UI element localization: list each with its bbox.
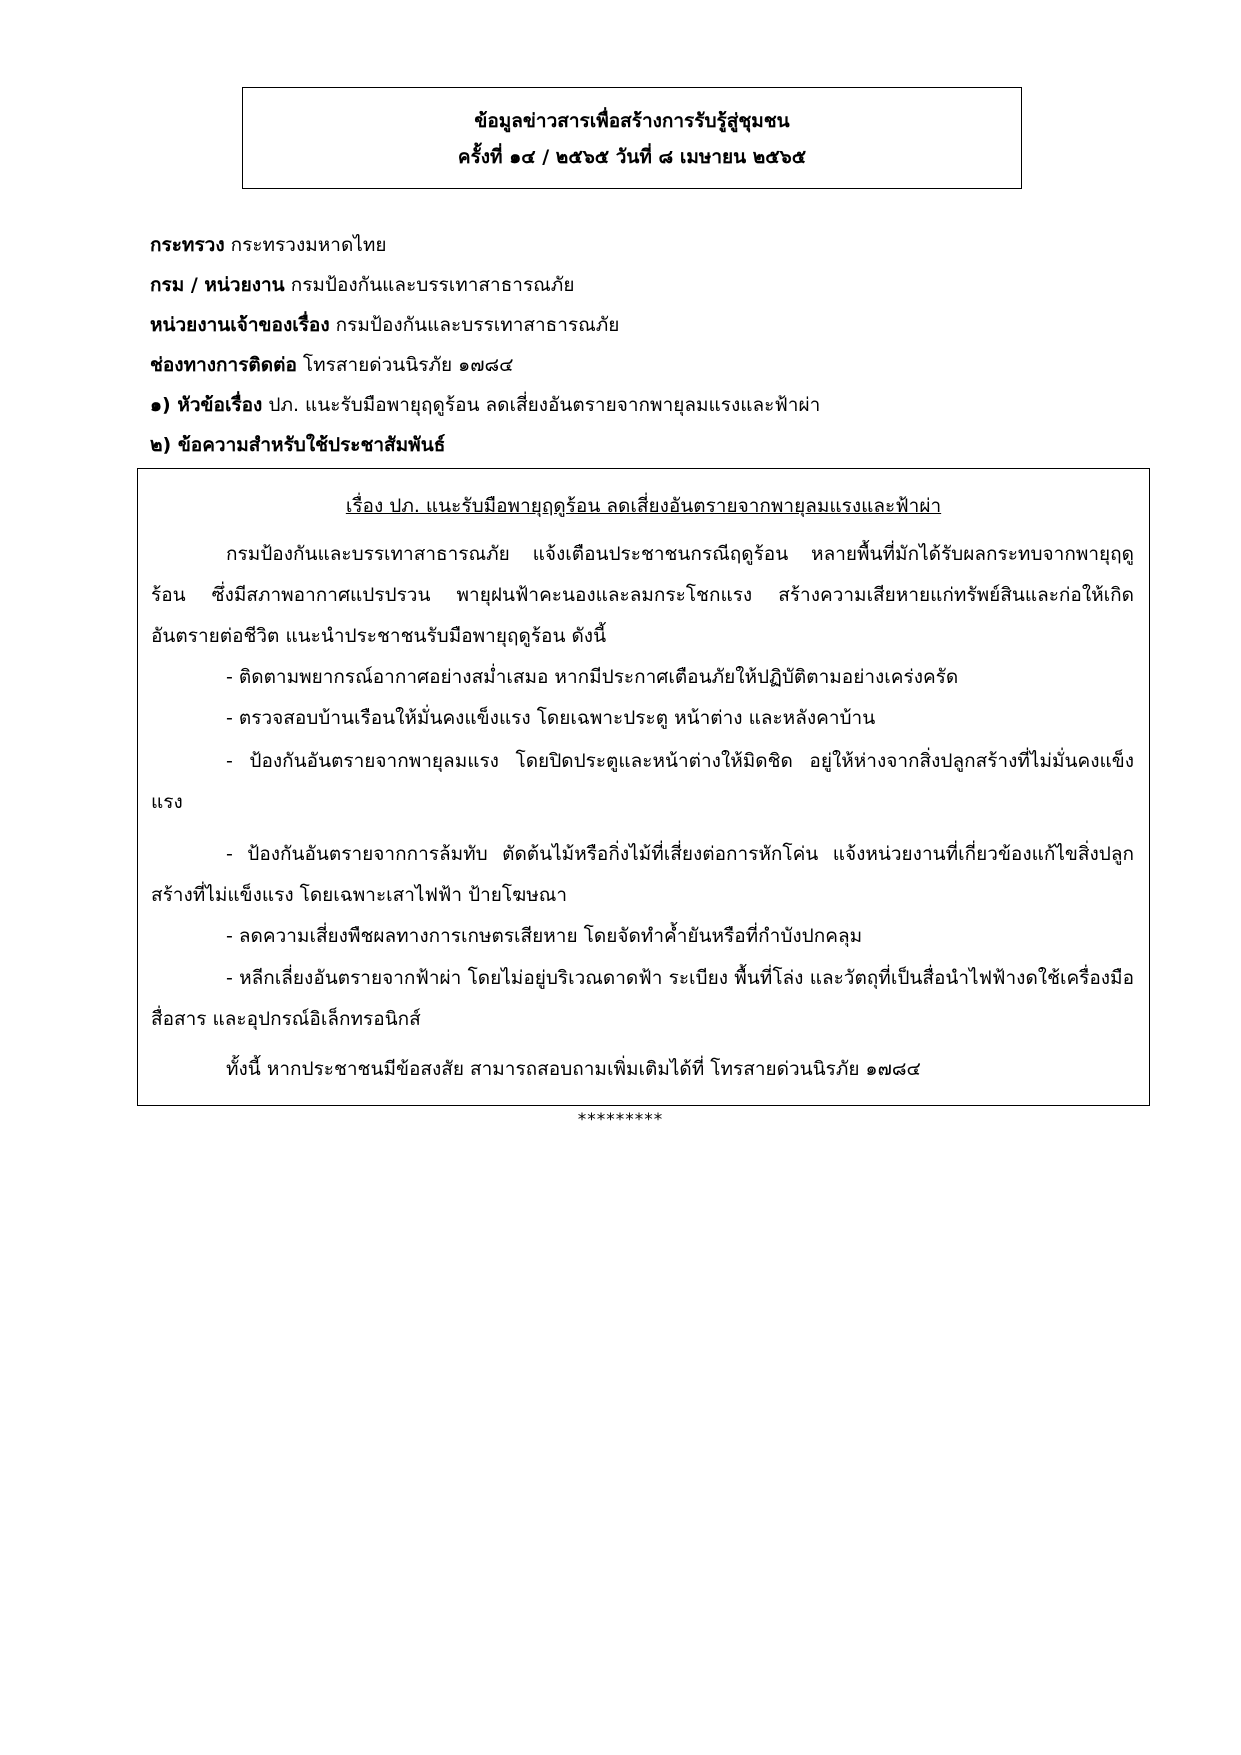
contact-label: ช่องทางการติดต่อ (150, 354, 297, 376)
department-value: กรมป้องกันและบรรเทาสาธารณภัย (290, 274, 575, 296)
press-release-title: เรื่อง ปภ. แนะรับมือพายุฤดูร้อน ลดเสี่ยงอันตรายจากพายุลมแรงและฟ้าผ่า (345, 495, 942, 517)
document-metadata (150, 225, 1110, 465)
end-separator: ********* (577, 1110, 664, 1130)
press-release-box (137, 468, 1150, 1106)
ministry-value: กระทรวงมหาดไทย (230, 234, 387, 256)
department-label: กรม / หน่วยงาน (150, 274, 285, 296)
advice-item-6: - หลีกเลี่ยงอันตรายจากฟ้าผ่า โดยไม่อยู่บริเวณดาดฟ้า ระเบียง พื้นที่โล่ง และวัตถุที่เป็นสื่อนำไฟฟ้างดใช้เครื่องมือสื่อสาร และอุปกรณ์อิเล็กทรอนิกส์ (151, 967, 1134, 1030)
ministry-line (150, 225, 1110, 265)
owner-label: หน่วยงานเจ้าของเรื่อง (150, 314, 330, 336)
contact-line (150, 345, 1110, 385)
advice-item-1: - ติดตามพยากรณ์อากาศอย่างสม่ำเสมอ หากมีประกาศเตือนภัยให้ปฏิบัติตามอย่างเคร่งครัด (226, 666, 959, 688)
topic-value: ปภ. แนะรับมือพายุฤดูร้อน ลดเสี่ยงอันตรายจากพายุลมแรงและฟ้าผ่า (268, 394, 821, 416)
contact-value: โทรสายด่วนนิรภัย ๑๗๘๔ (302, 354, 514, 376)
header-issue-date: ครั้งที่ ๑๔ / ๒๕๖๕ วันที่ ๘ เมษายน ๒๕๖๕ (457, 146, 807, 168)
header-title: ข้อมูลข่าวสารเพื่อสร้างการรับรู้สู่ชุมชน (474, 110, 790, 132)
owner-value: กรมป้องกันและบรรเทาสาธารณภัย (335, 314, 620, 336)
advice-item-3: - ป้องกันอันตรายจากพายุลมแรง โดยปิดประตูและหน้าต่างให้มิดชิด อยู่ให้ห่างจากสิ่งปลูกสร้างที่ไม่มั่นคงแข็งแรง (151, 750, 1134, 813)
topic-line (150, 385, 1110, 425)
advice-item-4: - ป้องกันอันตรายจากการล้มทับ ตัดต้นไม้หรือกิ่งไม้ที่เสี่ยงต่อการหักโค่น แจ้งหน่วยงานที่เกี่ยวข้องแก้ไขสิ่งปลูกสร้างที่ไม่แข็งแรง โดยเฉพาะเสาไฟฟ้า ป้ายโฆษณา (151, 843, 1134, 906)
closing-paragraph: ทั้งนี้ หากประชาชนมีข้อสงสัย สามารถสอบถามเพิ่มเติมได้ที่ โทรสายด่วนนิรภัย ๑๗๘๔ (226, 1058, 921, 1080)
advice-item-5: - ลดความเสี่ยงพืชผลทางการเกษตรเสียหาย โดยจัดทำค้ำยันหรือที่กำบังปกคลุม (226, 925, 863, 947)
ministry-label: กระทรวง (150, 234, 225, 256)
owner-line (150, 305, 1110, 345)
message-line (150, 425, 1110, 465)
department-line (150, 265, 1110, 305)
document-header-box (242, 87, 1022, 189)
topic-label: ๑) หัวข้อเรื่อง (150, 394, 263, 416)
message-label: ๒) ข้อความสำหรับใช้ประชาสัมพันธ์ (150, 434, 446, 456)
intro-paragraph: กรมป้องกันและบรรเทาสาธารณภัย แจ้งเตือนประชาชนกรณีฤดูร้อน หลายพื้นที่มักได้รับผลกระทบจากพายุฤดูร้อน ซึ่งมีสภาพอากาศแปรปรวน พายุฝนฟ้าคะนองและลมกระโชกแรง สร้างความเสียหายแก่ทรัพย์สินและก่อให้เกิดอันตรายต่อชีวิต แนะนำประชาชนรับมือพายุฤดูร้อน ดังนี้ (151, 543, 1134, 647)
advice-item-2: - ตรวจสอบบ้านเรือนให้มั่นคงแข็งแรง โดยเฉพาะประตู หน้าต่าง และหลังคาบ้าน (226, 707, 876, 729)
